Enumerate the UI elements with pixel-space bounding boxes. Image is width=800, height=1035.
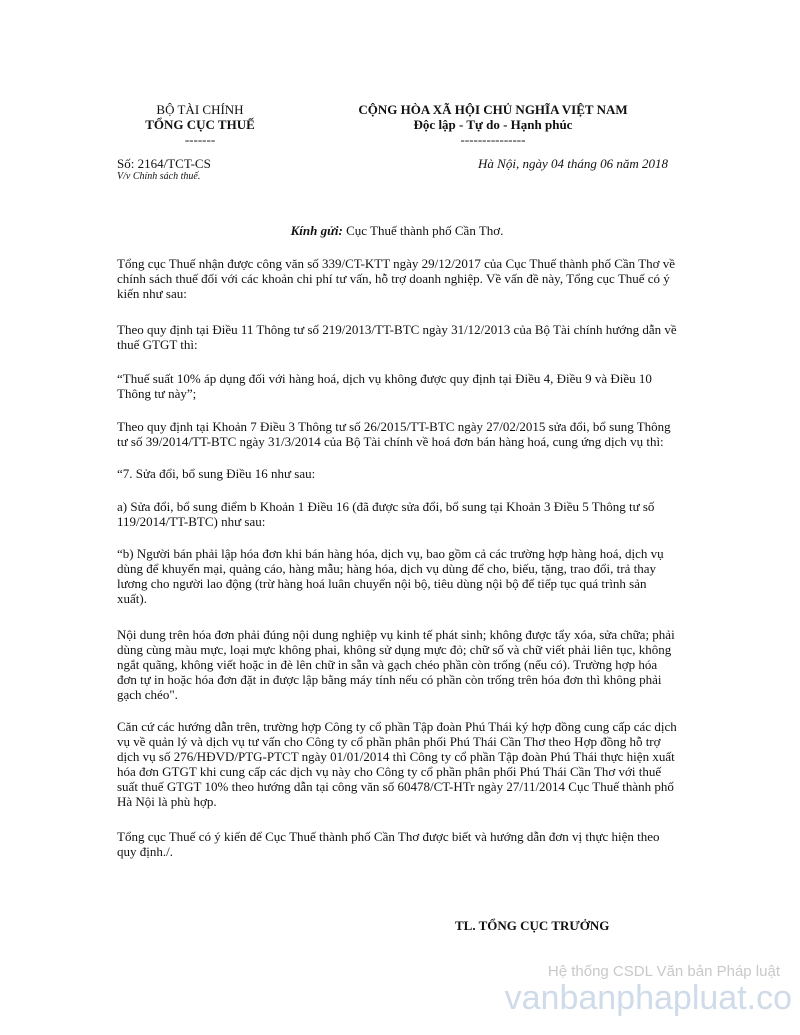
nation-title: CỘNG HÒA XÃ HỘI CHỦ NGHĨA VIỆT NAM bbox=[358, 102, 628, 117]
paragraph-quote-article: “7. Sửa đổi, bổ sung Điều 16 như sau: bbox=[117, 466, 316, 481]
nation-motto: Độc lập - Tự do - Hạnh phúc bbox=[413, 117, 573, 132]
nation-block bbox=[328, 102, 658, 147]
watermark-site: vanbanphapluat.co bbox=[504, 979, 792, 1017]
paragraph-intro: Tổng cục Thuế nhận được công văn số 339/CT-KTT ngày 29/12/2017 của Cục Thuế thành phố Cần Thơ về chính sách thuế đối với các khoản chi phí tư vấn, hỗ trợ doanh nghiệp. Về vấn đề này, Tổng cục Thuế có ý kiến như sau: bbox=[117, 256, 676, 301]
recipient-name: Cục Thuế thành phố Cần Thơ. bbox=[346, 223, 504, 238]
paragraph-legal-basis-1: Theo quy định tại Điều 11 Thông tư số 219/2013/TT-BTC ngày 31/12/2013 của Bộ Tài chính hướng dẫn về thuế GTGT thì: bbox=[117, 322, 677, 352]
issuer-block bbox=[120, 102, 280, 147]
ministry-name: BỘ TÀI CHÍNH bbox=[156, 102, 244, 117]
document-subject: V/v Chính sách thuế. bbox=[117, 171, 201, 182]
paragraph-amendment-b: “b) Người bán phải lập hóa đơn khi bán hàng hóa, dịch vụ, bao gồm cả các trường hợp hàng hoá, dịch vụ dùng để khuyến mại, quảng cáo, hàng mẫu; hàng hóa, dịch vụ dùng để cho, biếu, tặng, trao đổi, trả thay lương cho người lao động (trừ hàng hoá luân chuyển nội bộ, tiêu dùng nội bộ để tiếp tục quá trình sản xuất). bbox=[117, 546, 664, 606]
document-number: Số: 2164/TCT-CS bbox=[117, 156, 211, 171]
department-name: TỔNG CỤC THUẾ bbox=[145, 117, 255, 132]
paragraph-amendment-a: a) Sửa đổi, bổ sung điểm b Khoản 1 Điều 16 (đã được sửa đổi, bổ sung tại Khoản 3 Điều 5 Thông tư số 119/2014/TT-BTC) như sau: bbox=[117, 499, 655, 529]
paragraph-conclusion: Căn cứ các hướng dẫn trên, trường hợp Công ty cổ phần Tập đoàn Phú Thái ký hợp đồng cung cấp các dịch vụ về quản lý và dịch vụ tư vấn cho Công ty cổ phần phân phối Phú Thái Cần Thơ theo Hợp đồng hỗ trợ dịch vụ số 276/HĐVD/PTG-PTCT ngày 01/01/2014 thì Công ty cổ phần Tập đoàn Phú Thái thực hiện xuất hóa đơn GTGT khi cung cấp các dịch vụ này cho Công ty cổ phần phân phối Phú Thái Cần Thơ với thuế suất thuế GTGT 10% theo hướng dẫn tại công văn số 60478/CT-HTr ngày 27/11/2014 Cục Thuế thành phố Hà Nội là phù hợp. bbox=[117, 719, 677, 809]
document-date: Hà Nội, ngày 04 tháng 06 năm 2018 bbox=[478, 156, 668, 171]
signature-title: TL. TỔNG CỤC TRƯỞNG bbox=[455, 918, 610, 933]
nation-divider: --------------- bbox=[460, 132, 526, 147]
recipient-line bbox=[117, 223, 677, 238]
issuer-divider: ------- bbox=[184, 132, 216, 147]
paragraph-quote-tax-rate: “Thuế suất 10% áp dụng đối với hàng hoá, dịch vụ không được quy định tại Điều 4, Điều 9 và Điều 10 Thông tư này”; bbox=[117, 371, 652, 401]
recipient-label: Kính gửi: bbox=[290, 223, 343, 238]
paragraph-invoice-content: Nội dung trên hóa đơn phải đúng nội dung nghiệp vụ kinh tế phát sinh; không được tẩy xóa, sửa chữa; phải dùng cùng màu mực, loại mực không phai, không sử dụng mực đỏ; chữ số và chữ viết phải liên tục, không ngắt quãng, không viết hoặc in đè lên chữ in sẵn và gạch chéo phần còn trống (nếu có). Trường hợp hóa đơn tự in hoặc hóa đơn đặt in được lập bằng máy tính nếu có phần còn trống trên hóa đơn thì không phải gạch chéo". bbox=[117, 627, 675, 702]
paragraph-closing: Tổng cục Thuế có ý kiến để Cục Thuế thành phố Cần Thơ được biết và hướng dẫn đơn vị thực hiện theo quy định./. bbox=[117, 829, 660, 859]
watermark-caption: Hệ thống CSDL Văn bản Pháp luật bbox=[547, 963, 780, 980]
paragraph-legal-basis-2: Theo quy định tại Khoản 7 Điều 3 Thông tư số 26/2015/TT-BTC ngày 27/02/2015 sửa đổi, bổ sung Thông tư số 39/2014/TT-BTC ngày 31/3/2014 của Bộ Tài chính về hoá đơn bán hàng hoá, cung ứng dịch vụ thì: bbox=[117, 419, 671, 449]
